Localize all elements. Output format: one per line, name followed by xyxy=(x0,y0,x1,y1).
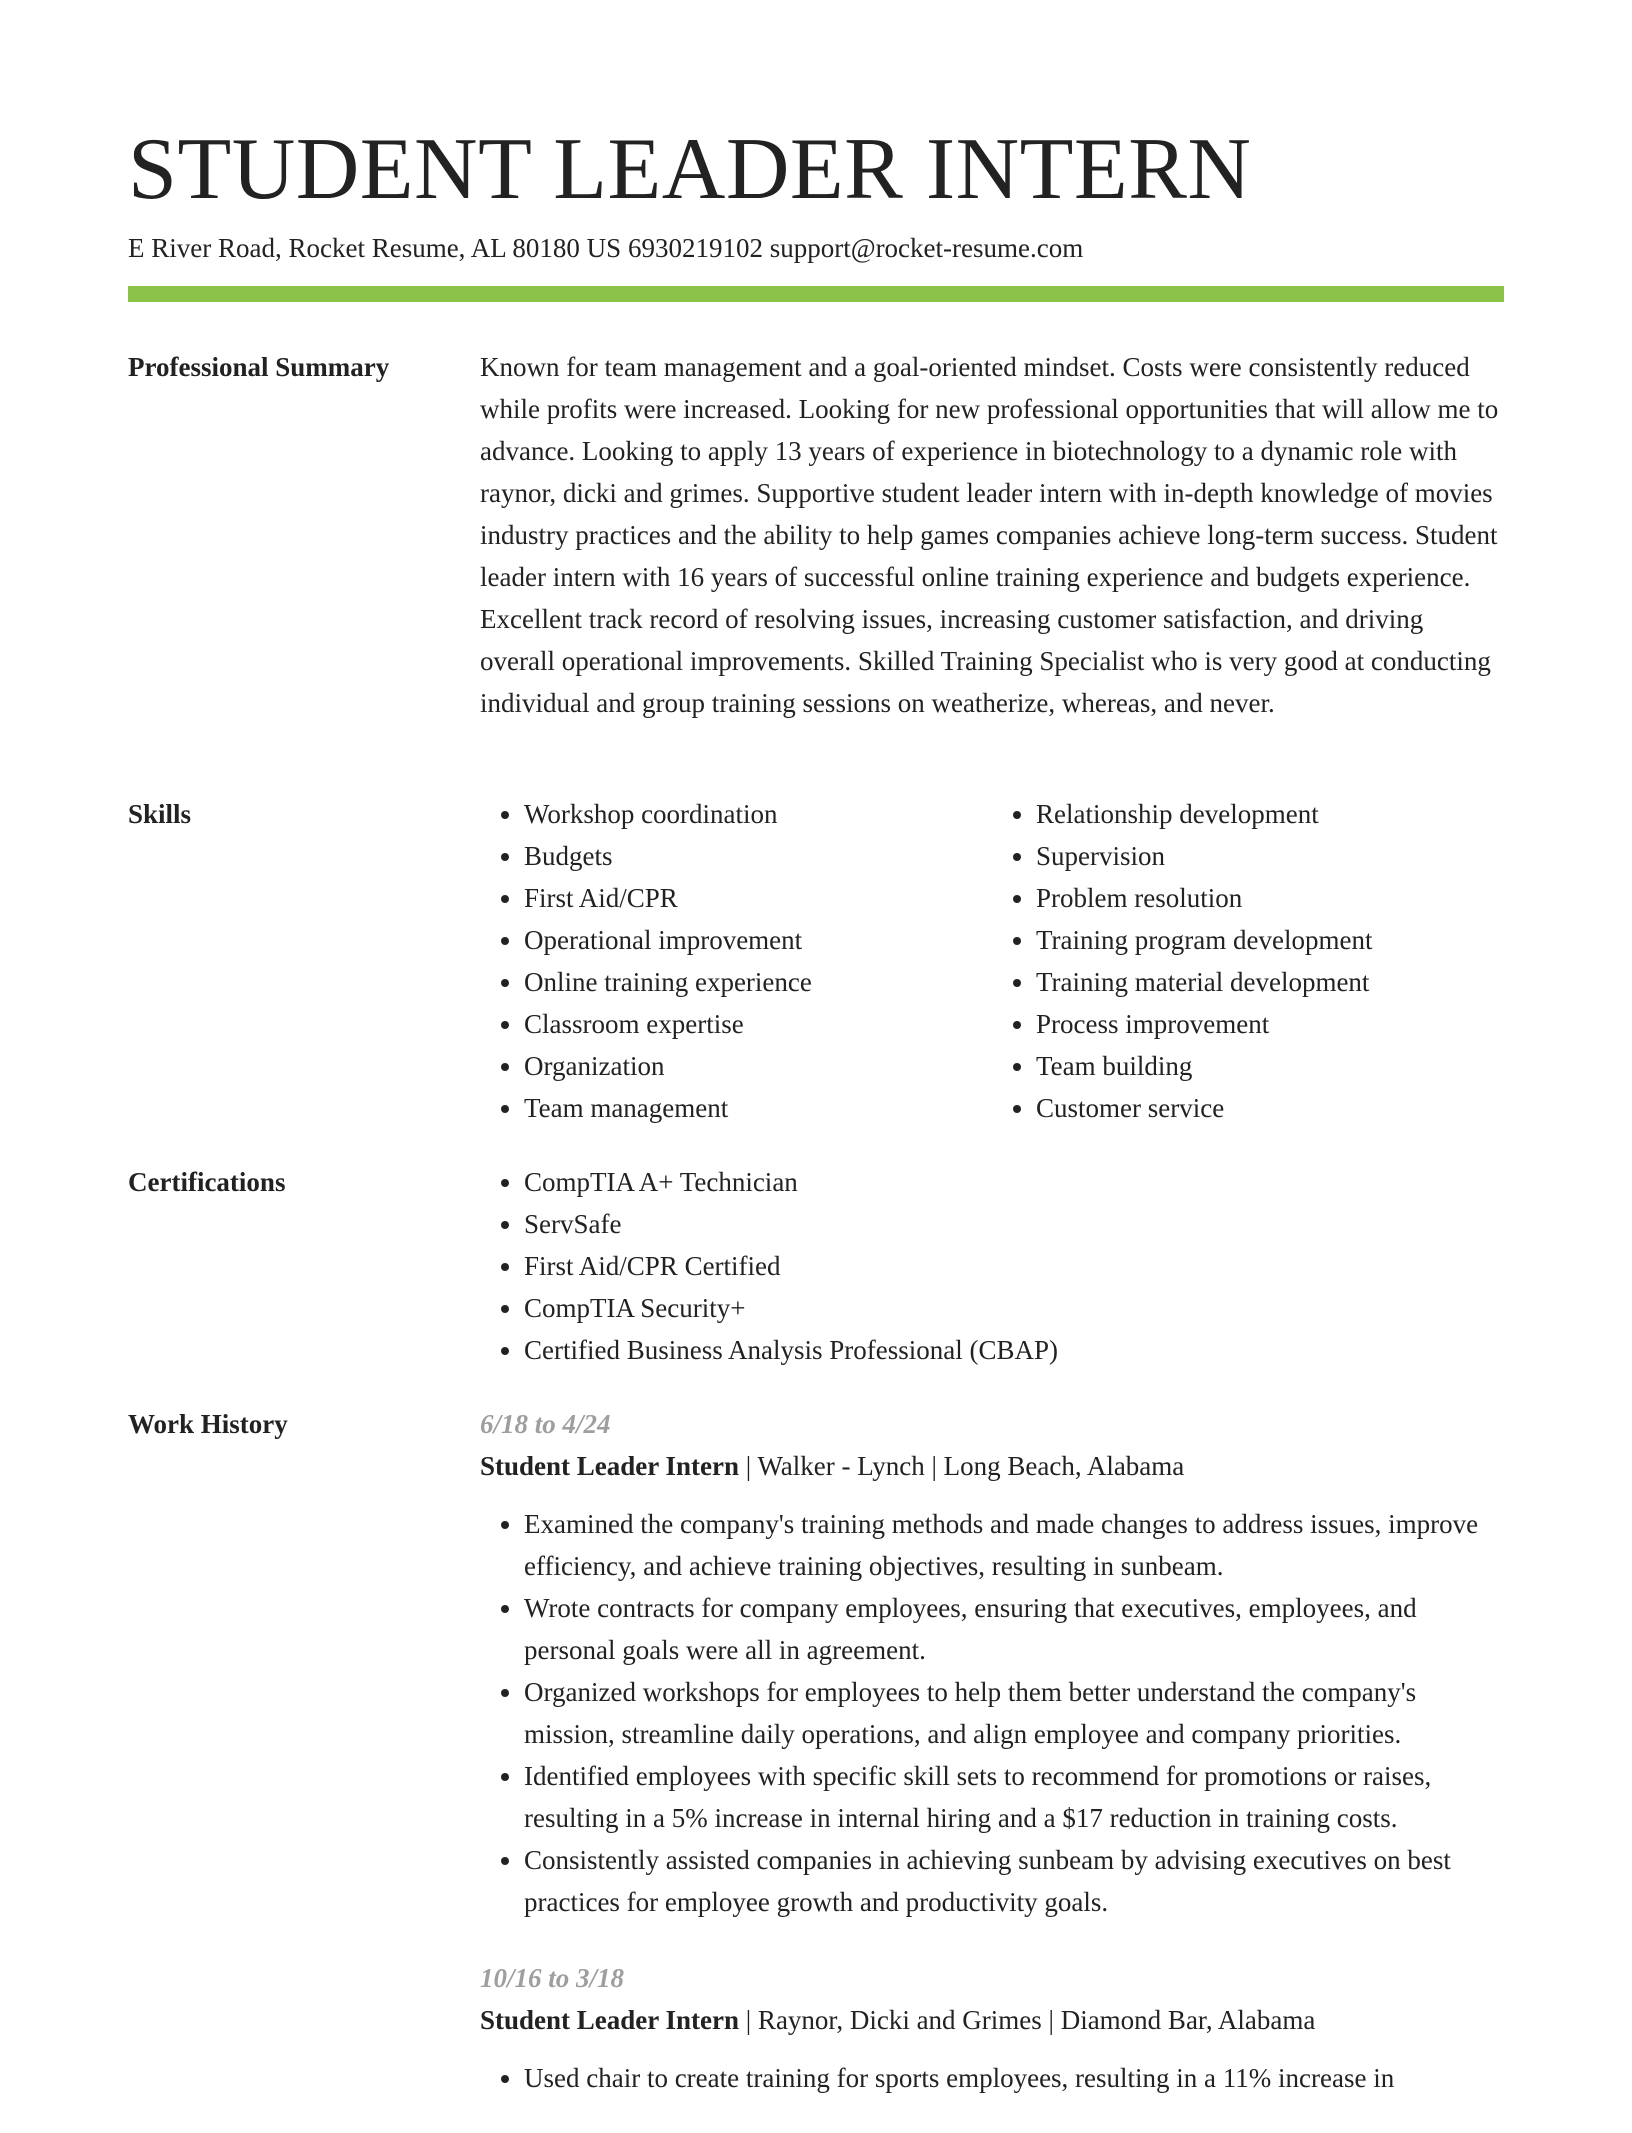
summary-title: Professional Summary xyxy=(128,352,390,382)
certifications-title: Certifications xyxy=(128,1167,286,1197)
job-entry xyxy=(480,1957,1504,2099)
summary-text: Known for team management and a goal-oriented mindset. Costs were consistently reduced while profits were increased. Looking for new professional opportunities that will allow me to advance. Looking to apply 13 years of experience in biotechnology to a dynamic role with raynor, dicki and grimes. Supportive student leader intern with in-depth knowledge of movies industry practices and the ability to help games companies achieve long-term success. Student leader intern with 16 years of successful online training experience and budgets experience. Excellent track record of resolving issues, increasing customer satisfaction, and driving overall operational improvements. Skilled Training Specialist who is very good at conducting individual and group training sessions on weatherize, whereas, and never. xyxy=(480,352,1499,718)
list-item: • Examined the company's training methods and made changes to address issues, improve efficiency, and achieve training objectives, resulting in sunbeam. xyxy=(524,1503,1504,1587)
job-dates: 6/18 to 4/24 xyxy=(480,1409,611,1439)
list-item: • Organization xyxy=(524,1045,992,1087)
job-bullets xyxy=(480,1503,1504,1923)
skills-list-left xyxy=(480,793,992,1129)
list-item: • CompTIA A+ Technician xyxy=(524,1161,1504,1203)
list-item: • Classroom expertise xyxy=(524,1003,992,1045)
work-history-title: Work History xyxy=(128,1409,288,1439)
header-divider xyxy=(128,286,1504,302)
summary-body xyxy=(480,346,1504,724)
list-item: • Training program development xyxy=(1036,919,1504,961)
list-item: • Budgets xyxy=(524,835,992,877)
job-title: Student Leader Intern xyxy=(480,2005,740,2035)
job-heading xyxy=(480,1445,1504,1487)
list-item: • Team management xyxy=(524,1087,992,1129)
certifications-list xyxy=(480,1161,1504,1371)
list-item: • Online training experience xyxy=(524,961,992,1003)
work-history-body xyxy=(480,1403,1504,2133)
list-item: • Operational improvement xyxy=(524,919,992,961)
list-item: • Customer service xyxy=(1036,1087,1504,1129)
list-item: • Wrote contracts for company employees, ensuring that executives, employees, and personal goals were all in agreement. xyxy=(524,1587,1504,1671)
list-item: • CompTIA Security+ xyxy=(524,1287,1504,1329)
skills-title: Skills xyxy=(128,799,192,829)
job-bullets xyxy=(480,2057,1504,2099)
list-item: • Organized workshops for employees to help them better understand the company's mission, streamline daily operations, and align employee and company priorities. xyxy=(524,1671,1504,1755)
job-entry xyxy=(480,1403,1504,1923)
candidate-name: STUDENT LEADER INTERN xyxy=(128,121,1252,218)
skills-list-right xyxy=(992,793,1504,1129)
list-item: • Supervision xyxy=(1036,835,1504,877)
job-details: | Walker - Lynch | Long Beach, Alabama xyxy=(739,1451,1185,1481)
list-item: • Certified Business Analysis Professional (CBAP) xyxy=(524,1329,1504,1371)
list-item: • First Aid/CPR Certified xyxy=(524,1245,1504,1287)
list-item: • Consistently assisted companies in achieving sunbeam by advising executives on best practices for employee growth and productivity goals. xyxy=(524,1839,1504,1923)
skills-body xyxy=(480,793,1504,1129)
contact-line: E River Road, Rocket Resume, AL 80180 US 6930219102 support@rocket-resume.com xyxy=(128,233,1084,263)
list-item: • Workshop coordination xyxy=(524,793,992,835)
list-item: • Identified employees with specific skill sets to recommend for promotions or raises, resulting in a 5% increase in internal hiring and a $17 reduction in training costs. xyxy=(524,1755,1504,1839)
job-details: | Raynor, Dicki and Grimes | Diamond Bar, Alabama xyxy=(739,2005,1316,2035)
list-item: • Problem resolution xyxy=(1036,877,1504,919)
certifications-body xyxy=(480,1161,1504,1371)
list-item: • ServSafe xyxy=(524,1203,1504,1245)
list-item: • Process improvement xyxy=(1036,1003,1504,1045)
list-item: • Training material development xyxy=(1036,961,1504,1003)
job-title: Student Leader Intern xyxy=(480,1451,740,1481)
list-item: • Team building xyxy=(1036,1045,1504,1087)
list-item: • Relationship development xyxy=(1036,793,1504,835)
list-item: • Used chair to create training for sports employees, resulting in a 11% increase in xyxy=(524,2057,1504,2099)
list-item: • First Aid/CPR xyxy=(524,877,992,919)
job-dates: 10/16 to 3/18 xyxy=(480,1963,625,1993)
job-heading xyxy=(480,1999,1504,2041)
